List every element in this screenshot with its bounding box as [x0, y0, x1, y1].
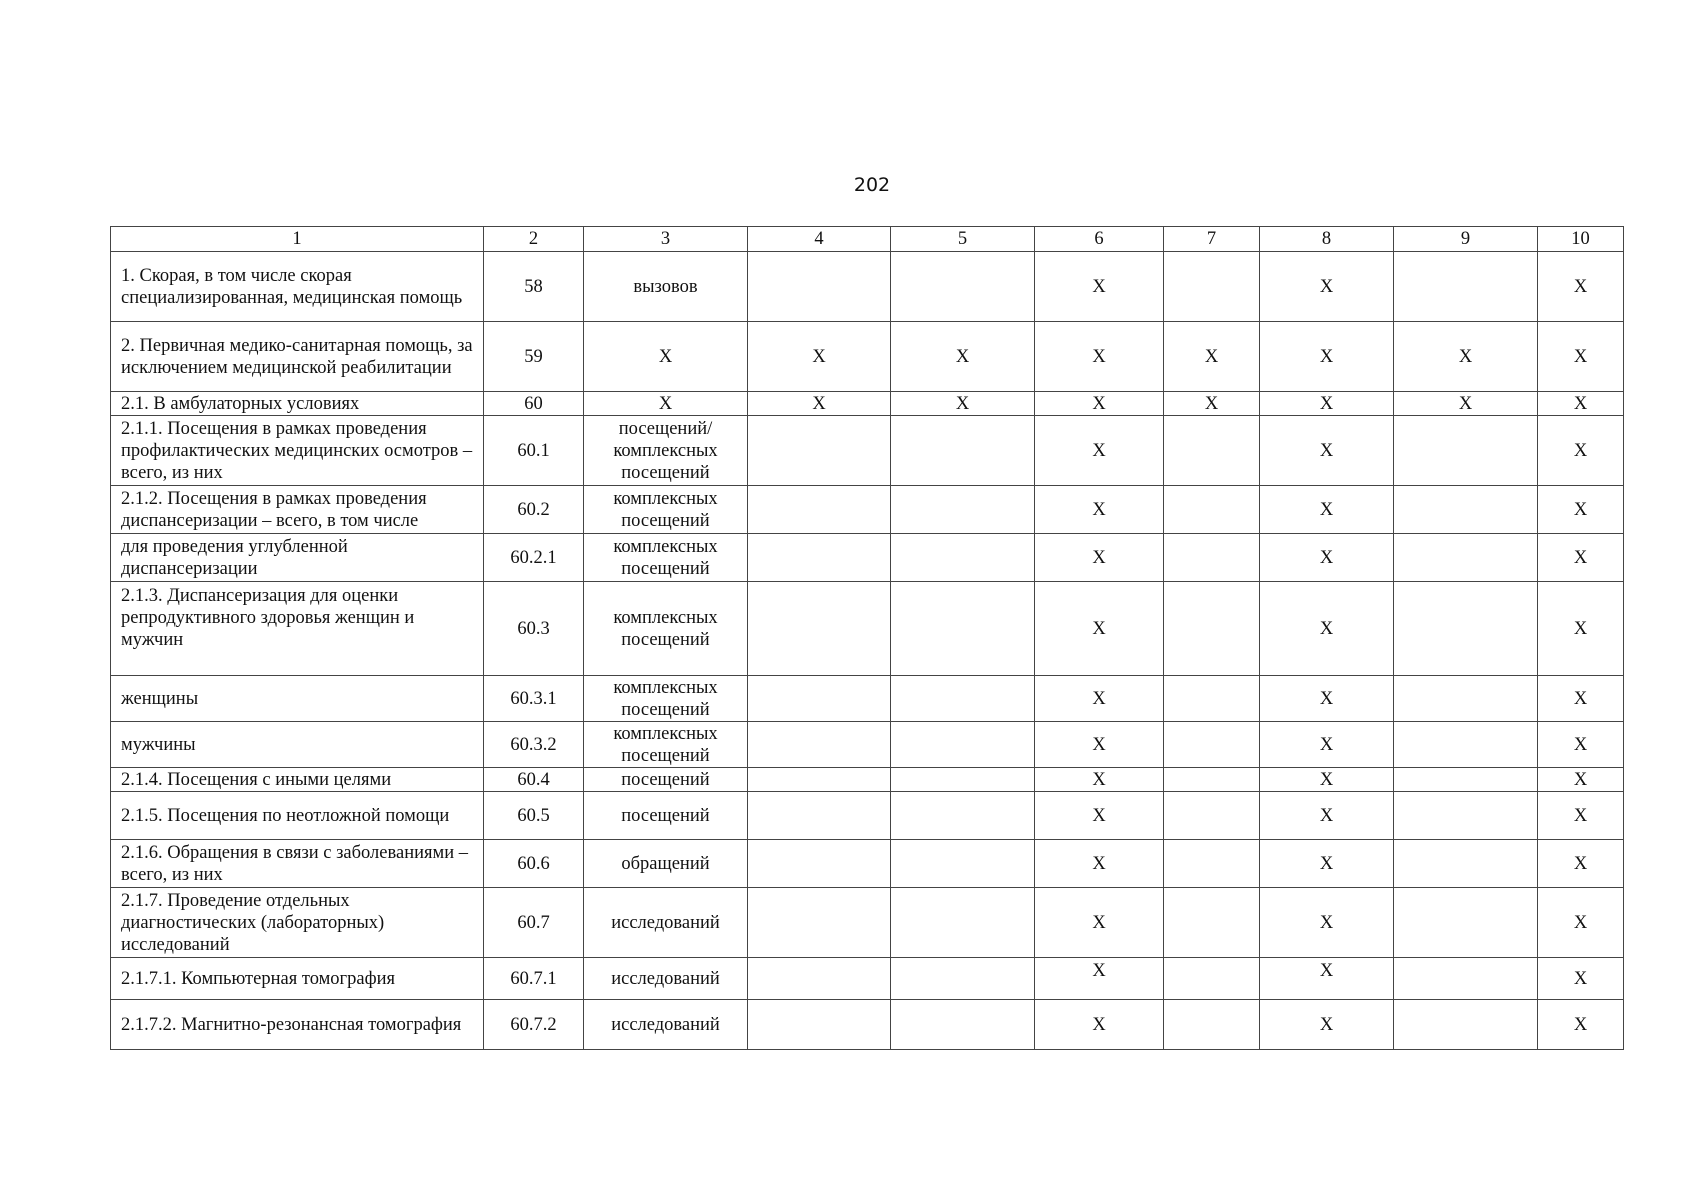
cell-col5 — [891, 534, 1035, 582]
table-row — [111, 392, 1624, 416]
cell-col9 — [1394, 792, 1538, 840]
cell-col6: Х — [1035, 252, 1164, 322]
cell-col4 — [748, 1000, 891, 1050]
row-name: для проведения углубленной диспансеризации — [111, 534, 484, 582]
row-unit: посещений — [584, 768, 748, 792]
cell-col6: Х — [1035, 768, 1164, 792]
cell-col7 — [1164, 792, 1260, 840]
row-name: 2.1. В амбулаторных условиях — [111, 392, 484, 416]
cell-col7 — [1164, 722, 1260, 768]
column-number: 5 — [891, 227, 1035, 252]
cell-col8: Х — [1260, 722, 1394, 768]
cell-col7 — [1164, 582, 1260, 676]
column-number: 6 — [1035, 227, 1164, 252]
cell-col8: Х — [1260, 534, 1394, 582]
cell-col5 — [891, 486, 1035, 534]
cell-col7 — [1164, 888, 1260, 958]
row-code: 60.6 — [484, 840, 584, 888]
cell-col5 — [891, 722, 1035, 768]
cell-col10: Х — [1538, 582, 1624, 676]
cell-col7 — [1164, 676, 1260, 722]
row-unit: исследований — [584, 888, 748, 958]
row-unit: обращений — [584, 840, 748, 888]
cell-col8 — [1260, 958, 1394, 1000]
column-number: 3 — [584, 227, 748, 252]
cell-col8: Х — [1260, 392, 1394, 416]
column-number: 2 — [484, 227, 584, 252]
row-name: 2.1.6. Обращения в связи с заболеваниями – всего, из них — [111, 840, 484, 888]
row-code: 60.7.1 — [484, 958, 584, 1000]
cell-col6: Х — [1035, 416, 1164, 486]
row-name: 2.1.3. Диспансеризация для оценки репродуктивного здоровья женщин и мужчин — [111, 582, 484, 676]
row-unit: исследований — [584, 958, 748, 1000]
column-number: 1 — [111, 227, 484, 252]
cell-col8: Х — [1260, 792, 1394, 840]
table-header-row — [111, 227, 1624, 252]
cell-col6: Х — [1035, 322, 1164, 392]
cell-col7 — [1164, 768, 1260, 792]
cell-col6: Х — [1035, 840, 1164, 888]
cell-col4 — [748, 840, 891, 888]
cell-col8: Х — [1260, 486, 1394, 534]
cell-col8: Х — [1260, 840, 1394, 888]
row-unit: исследований — [584, 1000, 748, 1050]
cell-col4 — [748, 534, 891, 582]
table-row — [111, 252, 1624, 322]
cell-col5 — [891, 252, 1035, 322]
cell-col10: Х — [1538, 252, 1624, 322]
row-unit: Х — [584, 392, 748, 416]
cell-col5 — [891, 840, 1035, 888]
cell-col7: Х — [1164, 392, 1260, 416]
cell-col4 — [748, 888, 891, 958]
cell-col9 — [1394, 958, 1538, 1000]
data-table — [110, 226, 1624, 1050]
cell-col4: Х — [748, 322, 891, 392]
cell-col6 — [1035, 958, 1164, 1000]
column-number: 4 — [748, 227, 891, 252]
cell-col6: Х — [1035, 676, 1164, 722]
cell-col9 — [1394, 486, 1538, 534]
cell-col4 — [748, 722, 891, 768]
table-row — [111, 1000, 1624, 1050]
cell-col4 — [748, 582, 891, 676]
row-name: 2.1.2. Посещения в рамках проведения диспансеризации – всего, в том числе — [111, 486, 484, 534]
cell-col7 — [1164, 840, 1260, 888]
cell-col10: Х — [1538, 1000, 1624, 1050]
row-name: 2.1.1. Посещения в рамках проведения профилактических медицинских осмотров – всего, из них — [111, 416, 484, 486]
table-row — [111, 534, 1624, 582]
cell-col4 — [748, 768, 891, 792]
cell-col9 — [1394, 1000, 1538, 1050]
cell-col5 — [891, 958, 1035, 1000]
table-row — [111, 416, 1624, 486]
cell-col8: Х — [1260, 416, 1394, 486]
cell-col5 — [891, 768, 1035, 792]
cell-col6: Х — [1035, 392, 1164, 416]
cell-col7 — [1164, 252, 1260, 322]
cell-col6: Х — [1035, 486, 1164, 534]
cell-col5 — [891, 1000, 1035, 1050]
table-row — [111, 888, 1624, 958]
row-unit: комплексных посещений — [584, 722, 748, 768]
cell-col9 — [1394, 582, 1538, 676]
cell-col10: Х — [1538, 322, 1624, 392]
cell-col8-value: Х — [1319, 960, 1334, 981]
cell-col5 — [891, 792, 1035, 840]
row-code: 59 — [484, 322, 584, 392]
cell-col5 — [891, 676, 1035, 722]
row-code: 60.1 — [484, 416, 584, 486]
table-row — [111, 958, 1624, 1000]
cell-col6: Х — [1035, 534, 1164, 582]
cell-col9 — [1394, 840, 1538, 888]
cell-col4: Х — [748, 392, 891, 416]
row-code: 60.3.1 — [484, 676, 584, 722]
row-unit: комплексных посещений — [584, 676, 748, 722]
cell-col9 — [1394, 416, 1538, 486]
row-code: 60.4 — [484, 768, 584, 792]
table-row — [111, 486, 1624, 534]
cell-col10: Х — [1538, 486, 1624, 534]
cell-col5 — [891, 582, 1035, 676]
cell-col4 — [748, 486, 891, 534]
row-unit: посещений — [584, 792, 748, 840]
row-unit: Х — [584, 322, 748, 392]
cell-col5 — [891, 888, 1035, 958]
row-unit: посещений/ комплексных посещений — [584, 416, 748, 486]
cell-col10: Х — [1538, 392, 1624, 416]
table-row — [111, 840, 1624, 888]
cell-col7: Х — [1164, 322, 1260, 392]
column-number: 7 — [1164, 227, 1260, 252]
cell-col10: Х — [1538, 416, 1624, 486]
column-number: 10 — [1538, 227, 1624, 252]
row-name: 2.1.7. Проведение отдельных диагностических (лабораторных) исследований — [111, 888, 484, 958]
row-name: 2.1.7.1. Компьютерная томография — [111, 958, 484, 1000]
cell-col7 — [1164, 958, 1260, 1000]
cell-col7 — [1164, 416, 1260, 486]
row-code: 60.3 — [484, 582, 584, 676]
row-unit: комплексных посещений — [584, 486, 748, 534]
row-name: 2. Первичная медико-санитарная помощь, за исключением медицинской реабилитации — [111, 322, 484, 392]
cell-col9: Х — [1394, 392, 1538, 416]
row-name: 1. Скорая, в том числе скорая специализированная, медицинская помощь — [111, 252, 484, 322]
cell-col6: Х — [1035, 792, 1164, 840]
cell-col8: Х — [1260, 322, 1394, 392]
cell-col6: Х — [1035, 1000, 1164, 1050]
cell-col9 — [1394, 768, 1538, 792]
row-code: 60.2 — [484, 486, 584, 534]
table-row — [111, 676, 1624, 722]
row-code: 60 — [484, 392, 584, 416]
row-name: 2.1.7.2. Магнитно-резонансная томография — [111, 1000, 484, 1050]
table-row — [111, 722, 1624, 768]
cell-col5 — [891, 416, 1035, 486]
cell-col8: Х — [1260, 676, 1394, 722]
row-name: 2.1.4. Посещения с иными целями — [111, 768, 484, 792]
row-code: 60.3.2 — [484, 722, 584, 768]
cell-col9: Х — [1394, 322, 1538, 392]
cell-col8: Х — [1260, 888, 1394, 958]
row-code: 60.7.2 — [484, 1000, 584, 1050]
cell-col5: Х — [891, 392, 1035, 416]
row-unit: комплексных посещений — [584, 534, 748, 582]
cell-col6-value: Х — [1092, 960, 1106, 981]
cell-col7 — [1164, 1000, 1260, 1050]
row-code: 60.5 — [484, 792, 584, 840]
cell-col7 — [1164, 486, 1260, 534]
row-unit: комплексных посещений — [584, 582, 748, 676]
row-name: женщины — [111, 676, 484, 722]
cell-col10: Х — [1538, 792, 1624, 840]
cell-col10: Х — [1538, 768, 1624, 792]
cell-col9 — [1394, 252, 1538, 322]
table-row — [111, 322, 1624, 392]
table-row — [111, 582, 1624, 676]
cell-col9 — [1394, 888, 1538, 958]
cell-col4 — [748, 792, 891, 840]
cell-col5: Х — [891, 322, 1035, 392]
cell-col10: Х — [1538, 888, 1624, 958]
table-row — [111, 792, 1624, 840]
cell-col4 — [748, 676, 891, 722]
cell-col8: Х — [1260, 582, 1394, 676]
column-number: 8 — [1260, 227, 1394, 252]
cell-col4 — [748, 252, 891, 322]
cell-col10: Х — [1538, 676, 1624, 722]
cell-col7 — [1164, 534, 1260, 582]
row-code: 60.2.1 — [484, 534, 584, 582]
row-unit: вызовов — [584, 252, 748, 322]
cell-col6: Х — [1035, 722, 1164, 768]
row-code: 60.7 — [484, 888, 584, 958]
row-name: мужчины — [111, 722, 484, 768]
cell-col8: Х — [1260, 1000, 1394, 1050]
cell-col4 — [748, 416, 891, 486]
cell-col10: Х — [1538, 840, 1624, 888]
cell-col8: Х — [1260, 252, 1394, 322]
cell-col10: Х — [1538, 958, 1624, 1000]
cell-col6: Х — [1035, 888, 1164, 958]
cell-col9 — [1394, 722, 1538, 768]
cell-col8: Х — [1260, 768, 1394, 792]
table-row — [111, 768, 1624, 792]
cell-col9 — [1394, 676, 1538, 722]
row-code: 58 — [484, 252, 584, 322]
page-number: 202 — [853, 174, 891, 196]
cell-col4 — [748, 958, 891, 1000]
cell-col6: Х — [1035, 582, 1164, 676]
cell-col9 — [1394, 534, 1538, 582]
row-name: 2.1.5. Посещения по неотложной помощи — [111, 792, 484, 840]
column-number: 9 — [1394, 227, 1538, 252]
cell-col10: Х — [1538, 534, 1624, 582]
cell-col10: Х — [1538, 722, 1624, 768]
